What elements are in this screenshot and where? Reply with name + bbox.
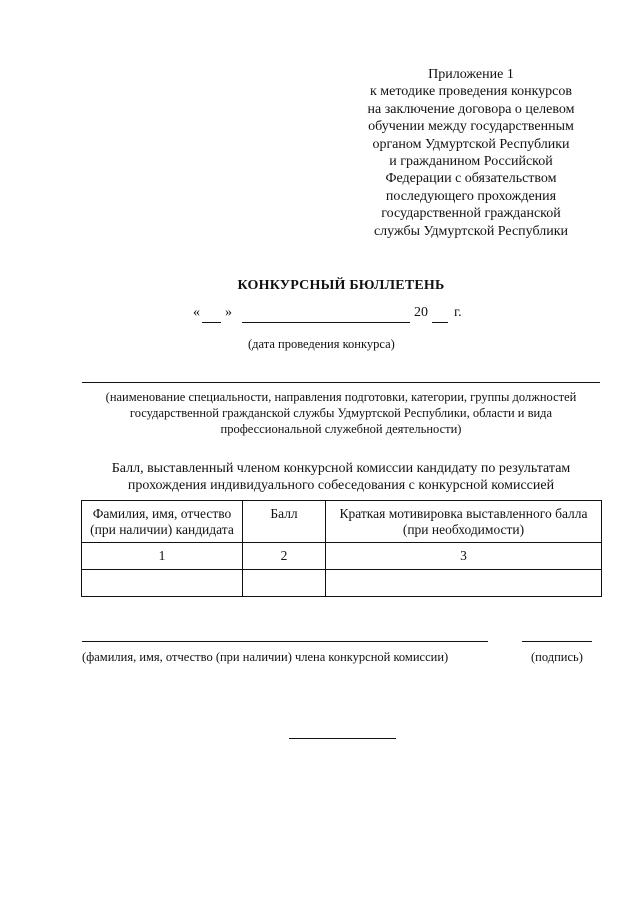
member-name-blank-line [82,641,488,642]
member-name-caption: (фамилия, имя, отчество (при наличии) члена конкурсной комиссии) [82,650,449,664]
appendix-line: и гражданином Российской [389,154,553,170]
day-blank-line [202,322,221,323]
appendix-line: обучении между государственным [368,119,574,135]
specialty-caption-line: профессиональной служебной деятельности) [220,422,462,436]
intro-line: Балл, выставленный членом конкурсной комиссии кандидату по результатам [111,461,571,476]
specialty-blank-line [82,382,600,383]
appendix-line: Приложение 1 [428,67,514,82]
appendix-line: Федерации с обязательством [385,171,557,187]
header-score: Балл [243,501,326,543]
open-quote: « [193,305,200,320]
table-number-row [82,543,602,570]
date-row [0,305,640,327]
year-suffix: г. [454,305,462,320]
column-number-cell: 1 [82,543,243,570]
table-header-row [82,501,602,543]
appendix-line: службы Удмуртской Республики [373,223,569,239]
intro-paragraph [80,461,602,494]
signature-caption: (подпись) [531,650,583,664]
header-candidate-name: Фамилия, имя, отчество (при наличии) кандидата [82,501,243,543]
end-separator [289,738,396,739]
month-blank-line [242,322,410,323]
column-number-cell: 3 [326,543,602,570]
appendix-line: к методике проведения конкурсов [369,84,572,100]
table-cell [243,570,326,597]
table-row [82,570,602,597]
appendix-line: государственной гражданской [381,206,561,222]
intro-line: прохождения индивидуального собеседования с конкурсной комиссией [127,477,555,493]
appendix-line: органом Удмуртской Республики [372,136,570,152]
year-blank-line [432,322,448,323]
table-cell [82,570,243,597]
specialty-caption-line: государственной гражданской службы Удмуртской Республики, области и вида [129,406,553,420]
specialty-caption [80,389,602,437]
signature-blank-line [522,641,592,642]
header-motivation: Краткая мотивировка выставленного балла (при необходимости) [326,501,602,543]
date-caption: (дата проведения конкурса) [248,337,395,351]
document-title: КОНКУРСНЫЙ БЮЛЛЕТЕНЬ [237,278,445,293]
ballot-table [81,500,602,597]
table-cell [326,570,602,597]
column-number-cell: 2 [243,543,326,570]
close-quote: » [225,305,232,320]
year-prefix: 20 [414,305,428,320]
appendix-line: последующего прохождения [385,188,557,204]
appendix-line: на заключение договора о целевом [367,101,575,117]
appendix-header [340,66,602,240]
specialty-caption-line: (наименование специальности, направления подготовки, категории, группы должностей [105,390,577,404]
